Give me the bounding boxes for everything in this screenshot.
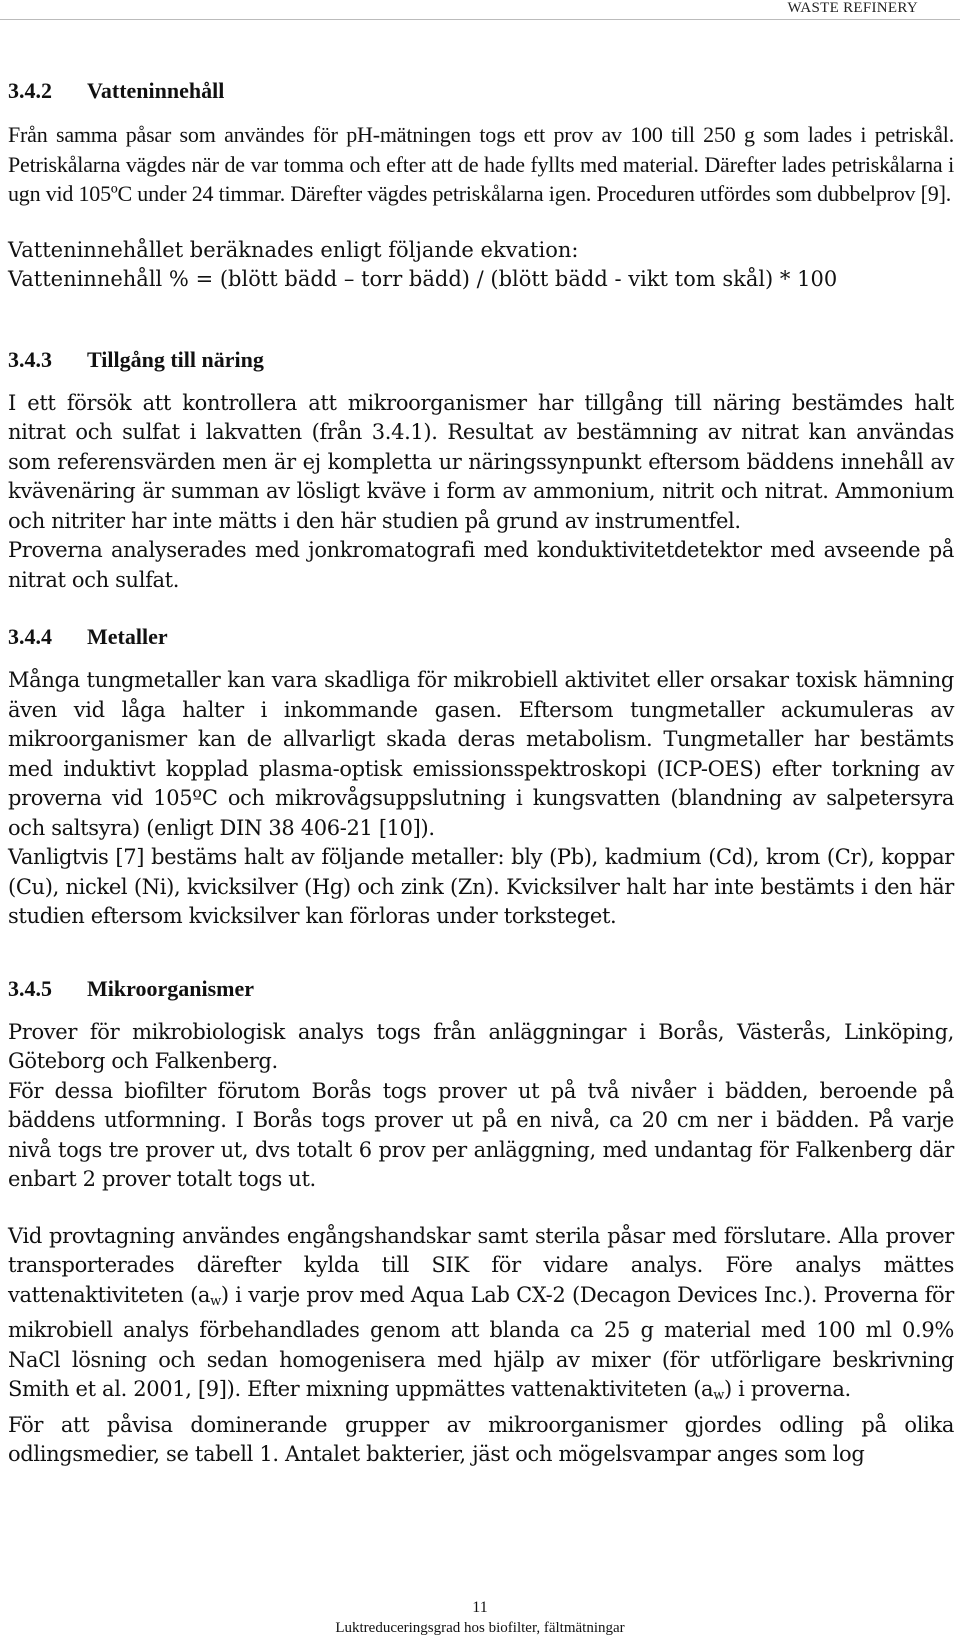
- section-number: 3.4.5: [8, 975, 52, 1001]
- section-heading-3-4-4: [8, 622, 954, 652]
- paragraph: Prover för mikrobiologisk analys togs från anläggningar i Borås, Västerås, Linköping, Göteborg och Falkenberg.: [8, 1019, 954, 1073]
- paragraph: Proverna analyserades med jonkromatografi med konduktivitetdetektor med avseende på nitrat och sulfat.: [8, 538, 954, 592]
- section-title: Tillgång till näring: [87, 346, 264, 372]
- paragraph-text: ) i proverna.: [723, 1377, 851, 1401]
- section-number: 3.4.3: [8, 346, 52, 372]
- section-number: 3.4.2: [8, 78, 52, 103]
- section-title: Metaller: [87, 624, 168, 649]
- paragraph: För dessa biofilter förutom Borås togs prover ut på två nivåer i bädden, beroende på bäddens utformning. I Borås togs prover ut på en nivå, ca 20 cm ner i bädden. På varje nivå togs tre prover ut, dvs totalt 6 prov per anläggning, med undantag för Falkenberg där enbart 2 prover totalt togs ut.: [8, 1078, 954, 1191]
- footer-title: Luktreduceringsgrad hos biofilter, fältmätningar: [335, 1620, 625, 1636]
- section-heading-3-4-2: [8, 76, 954, 106]
- header-divider: [0, 19, 960, 20]
- paragraph-text: ) i varje prov med Aqua Lab CX-2 (Decagon Devices Inc.). Proverna för mikrobiell analys förbehandlades genom att blanda ca 25 g material med 100 ml 0.9% NaCl lösning och sedan homogenisera med hjälp av mixer (för utförligare beskrivning Smith et al. 2001, [9]). Efter mixning uppmättes vattenaktiviteten (a: [8, 1282, 954, 1401]
- subscript-w: w: [713, 1388, 724, 1403]
- document-body: [8, 76, 954, 1470]
- page-number: 11: [472, 1599, 488, 1616]
- section-title: Mikroorganismer: [87, 975, 255, 1001]
- paragraph: Många tungmetaller kan vara skadliga för mikrobiell aktivitet eller orsakar toxisk hämning även vid låga halter i inkommande gasen. Eftersom tungmetaller ackumuleras av mikroorganismer kan de allvarligt skada deras metabolism. Tungmetaller har bestämts med induktivt kopplad plasma-optisk emissionsspektroskopi (ICP-OES) efter torkning av proverna vid 105ºC och mikrovågsuppslutning i kungsvatten (blandning av salpetersyra och saltsyra) (enligt DIN 38 406-21 [10]).: [8, 668, 954, 840]
- subscript-w: w: [210, 1293, 221, 1309]
- paragraph: Vanligtvis [7] bestäms halt av följande metaller: bly (Pb), kadmium (Cd), krom (Cr), koppar (Cu), nickel (Ni), kvicksilver (Hg) och zink (Zn). Kvicksilver halt har inte bestämts i den här studien eftersom kvicksilver kan förloras under torksteget.: [8, 845, 954, 928]
- paragraph: [8, 120, 954, 209]
- paragraph-text: Från samma påsar som användes för pH-mätningen togs ett prov av 100 till 250 g som lades i petriskål. Petriskålarna vägdes när de var tomma och efter att de hade fyllts med material. Därefter lades petriskålarna i ugn vid 105ºC under 24 timmar. Därefter vägdes petriskålarna igen.: [8, 122, 954, 206]
- section-title: Vatteninnehåll: [87, 78, 225, 103]
- equation: Vatteninnehåll % = (blött bädd – torr bädd) / (blött bädd - vikt tom skål) * 100: [8, 267, 838, 291]
- equation-intro: Vatteninnehållet beräknades enligt följande ekvation:: [8, 237, 579, 262]
- section-heading-3-4-3: [8, 345, 954, 375]
- paragraph-text: Vid provtagning användes engångshandskar samt sterila påsar med förslutare. Alla prover transporterades därefter kylda till SIK för vidare analys. Före analys mättes vattenaktiviteten (a: [8, 1223, 954, 1307]
- paragraph: I ett försök att kontrollera att mikroorganismer har tillgång till näring bestämdes halt nitrat och sulfat i lakvatten (från 3.4.1). Resultat av bestämning av nitrat kan användas som referensvärden men är ej kompletta ur näringssynpunkt eftersom bäddens innehåll av kvävenäring är summan av lösligt kväve i form av ammonium, nitrit och nitrat. Ammonium och nitriter har inte mätts i den här studien på grund av instrumentfel.: [8, 390, 954, 533]
- paragraph: För att påvisa dominerande grupper av mikroorganismer gjordes odling på olika odlingsmedier, se tabell 1. Antalet bakterier, jäst och mögelsvampar anges som log: [8, 1412, 954, 1466]
- section-number: 3.4.4: [8, 624, 52, 649]
- section-heading-3-4-5: [8, 974, 954, 1004]
- running-header: WASTE REFINERY: [787, 0, 918, 16]
- paragraph: [8, 1222, 954, 1411]
- paragraph-text: Proceduren utfördes som dubbelprov [9].: [596, 181, 952, 206]
